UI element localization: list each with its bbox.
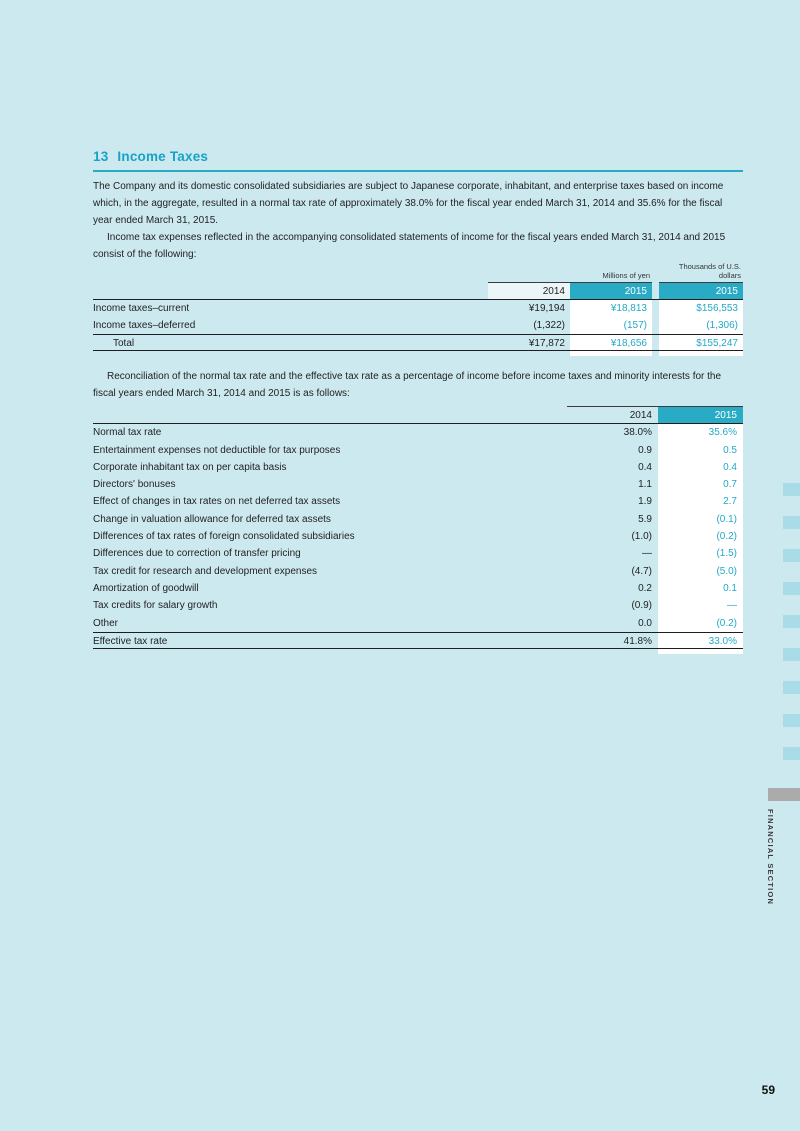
- section-tab-marker: [783, 747, 800, 760]
- value-2014: (1.0): [631, 531, 652, 543]
- value-2015: 0.5: [658, 442, 743, 459]
- row-label: Income taxes–deferred: [93, 320, 196, 331]
- table1-column-gap: [652, 335, 659, 350]
- table1-header-row: [93, 283, 743, 300]
- effective-2015: 33.0%: [658, 633, 743, 648]
- paragraph-tax-rate: The Company and its domestic consolidated subsidiaries are subject to Japanese corporate, inhabitant, and enterprise taxes based on income which, in the aggregate, resulted in a normal tax rate of approximately 38.0% for the fiscal year ended March 31, 2014 and 35.6% for the fiscal year ended March 31, 2015.: [93, 181, 724, 226]
- table-row: [93, 424, 743, 441]
- section-tab-marker: [783, 483, 800, 496]
- row-label: Change in valuation allowance for deferred tax assets: [93, 513, 331, 525]
- value-2015: (0.2): [658, 528, 743, 545]
- table1-column-gap: [652, 317, 659, 334]
- table2-header-2014: 2014: [629, 410, 652, 421]
- table-row: [93, 493, 743, 510]
- tax-rate-reconciliation-table: [93, 402, 743, 649]
- row-label: Differences of tax rates of foreign consolidated subsidiaries: [93, 531, 355, 543]
- section-tab-marker: [783, 681, 800, 694]
- table-row: [93, 476, 743, 493]
- table-row: [93, 528, 743, 545]
- value-2014: 1.9: [638, 496, 652, 508]
- value-2014: (0.9): [631, 600, 652, 612]
- white-strip-extension: [570, 351, 652, 356]
- value-2014: 0.9: [638, 444, 652, 456]
- value-2015: 35.6%: [658, 424, 743, 441]
- row-label: Other: [93, 617, 119, 629]
- value-2014: 1.1: [638, 479, 652, 491]
- total-label: Total: [113, 338, 135, 349]
- table1-total-row: [93, 334, 743, 351]
- table1-group-header: [93, 261, 743, 283]
- total-2014: ¥17,872: [528, 338, 565, 349]
- table2-top-rule-row: [93, 402, 743, 407]
- table2-header-label: [93, 407, 567, 423]
- paragraph-tax-expenses: Income tax expenses reflected in the accompanying consolidated statements of income for the fiscal years ended March 31, 2014 and 2015 consist of the following:: [93, 232, 726, 260]
- value-2014: 0.4: [638, 461, 652, 473]
- section-tab-marker: [783, 516, 800, 529]
- section-number: 13: [93, 149, 109, 164]
- section-tab-marker: [783, 648, 800, 661]
- total-2015-usd: $155,247: [659, 335, 743, 350]
- table-row: [93, 545, 743, 562]
- group-header-millions-of-yen: Millions of yen: [488, 271, 652, 283]
- table1-header-2015-yen: 2015: [570, 283, 652, 299]
- financial-section-label: FINANCIAL SECTION: [766, 809, 775, 906]
- value-2014: (1,322): [533, 320, 565, 331]
- value-2015: 2.7: [658, 493, 743, 510]
- value-2015-usd: $156,553: [659, 300, 743, 317]
- row-label: Normal tax rate: [93, 427, 162, 439]
- value-2014: 5.9: [638, 513, 652, 525]
- table1-header-label: [93, 283, 488, 299]
- table-row: [93, 511, 743, 528]
- paragraph-reconciliation: Reconciliation of the normal tax rate and the effective tax rate as a percentage of income before income taxes and minority interests for the fiscal years ended March 31, 2014 and 2015 is as follows:: [93, 371, 722, 399]
- table2-header-2015: 2015: [658, 407, 743, 423]
- table2-top-rule: [567, 406, 743, 407]
- row-label: Corporate inhabitant tax on per capita basis: [93, 461, 287, 473]
- value-2014: 0.2: [638, 582, 652, 594]
- value-2015-yen: ¥18,813: [570, 300, 652, 317]
- value-2014: —: [642, 548, 652, 560]
- table1-header-2014: 2014: [488, 283, 570, 299]
- value-2015: —: [658, 597, 743, 614]
- table2-header-row: [93, 407, 743, 424]
- value-2015: 0.4: [658, 459, 743, 476]
- row-label: Tax credits for salary growth: [93, 600, 218, 612]
- value-2015: 0.1: [658, 580, 743, 597]
- value-2015: (0.1): [658, 511, 743, 528]
- row-label: Differences due to correction of transfer pricing: [93, 548, 301, 560]
- value-2014: ¥19,194: [528, 303, 565, 314]
- value-2015-yen: (157): [570, 317, 652, 334]
- value-2015: (0.2): [658, 615, 743, 632]
- section-title: Income Taxes: [117, 149, 209, 164]
- row-label: Entertainment expenses not deductible for tax purposes: [93, 444, 341, 456]
- row-label: Amortization of goodwill: [93, 582, 199, 594]
- value-2014: 0.0: [638, 617, 652, 629]
- value-2015-usd: (1,306): [659, 317, 743, 334]
- table-row: [93, 459, 743, 476]
- value-2015: 0.7: [658, 476, 743, 493]
- group-header-thousands-usd: Thousands of U.S. dollars: [659, 263, 743, 283]
- reconciliation-paragraph-block: [93, 368, 743, 402]
- effective-2014: 41.8%: [623, 635, 652, 647]
- section-heading: [93, 149, 743, 172]
- table-row: [93, 317, 743, 334]
- table2-footer-row: [93, 632, 743, 649]
- intro-paragraphs: [93, 178, 743, 263]
- table-row: [93, 597, 743, 614]
- row-label: Income taxes–current: [93, 303, 190, 314]
- value-2014: (4.7): [631, 565, 652, 577]
- row-label: Tax credit for research and development expenses: [93, 565, 318, 577]
- effective-tax-rate-label: Effective tax rate: [93, 635, 168, 647]
- table-row: [93, 580, 743, 597]
- white-strip-extension: [658, 649, 743, 654]
- table-row: [93, 615, 743, 632]
- table1-column-gap: [652, 283, 659, 299]
- table-row: [93, 300, 743, 317]
- section-tab-marker: [783, 714, 800, 727]
- section-tab-marker: [783, 549, 800, 562]
- row-label: Effect of changes in tax rates on net deferred tax assets: [93, 496, 341, 508]
- value-2015: (1.5): [658, 545, 743, 562]
- value-2014: 38.0%: [623, 427, 652, 439]
- total-2015-yen: ¥18,656: [570, 335, 652, 350]
- page-number: 59: [761, 1083, 775, 1097]
- section-tab-marker: [783, 615, 800, 628]
- current-section-tab-marker: [768, 788, 800, 801]
- table-row: [93, 563, 743, 580]
- table1-column-gap: [652, 300, 659, 317]
- table-row: [93, 442, 743, 459]
- row-label: Directors' bonuses: [93, 479, 176, 491]
- table1-header-2015-usd: 2015: [659, 283, 743, 299]
- value-2015: (5.0): [658, 563, 743, 580]
- section-tab-marker: [783, 582, 800, 595]
- income-tax-expense-table: [93, 261, 743, 351]
- white-strip-extension: [659, 351, 743, 356]
